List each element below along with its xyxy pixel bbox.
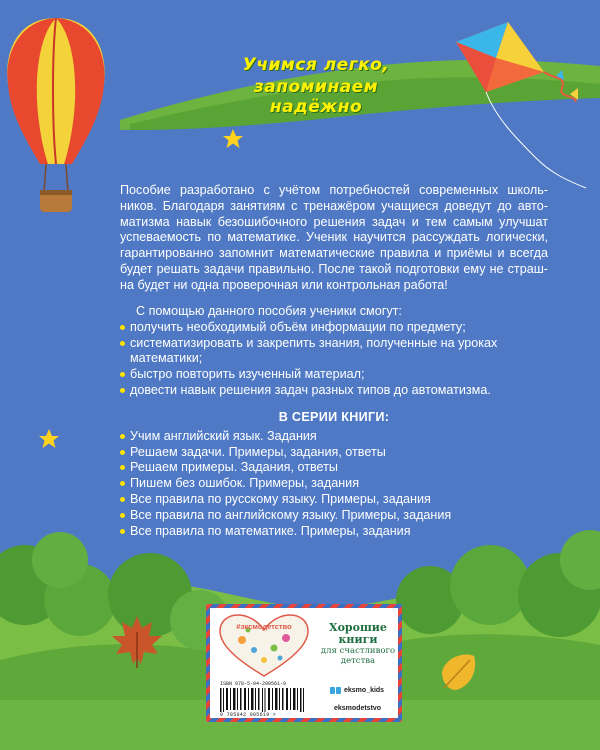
maple-leaf-icon bbox=[108, 612, 166, 670]
ability-item: получить необходимый объём информации по предмету; bbox=[120, 320, 548, 336]
barcode bbox=[220, 688, 306, 712]
abilities-lead: С помощью данного пособия ученики смогут: bbox=[136, 304, 402, 318]
social-icons bbox=[330, 687, 342, 695]
series-section bbox=[120, 410, 548, 539]
star-icon bbox=[222, 128, 244, 150]
series-item: Учим английский язык. Задания bbox=[120, 429, 548, 445]
intro-line: успеваемость по математике. Ученик научится рассуждать логически, bbox=[120, 230, 548, 245]
intro-line: Пособие разработано с учётом потребностей современных школь- bbox=[120, 183, 548, 197]
kite-icon bbox=[436, 18, 600, 193]
headline-line-1: Учимся легко, bbox=[242, 55, 390, 75]
ability-item: быстро повторить изученный материал; bbox=[120, 367, 548, 383]
sticker-tagline: Хорошие книги для счастливого детства bbox=[320, 621, 396, 666]
intro-line: будет решать задачи правильно. После такой подготовки ему не страш- bbox=[120, 261, 548, 276]
social-handle-detstvo: eksmodetstvo bbox=[334, 705, 382, 712]
isbn-text: ISBN 978-5-04-200561-9 bbox=[220, 681, 287, 687]
abilities-section bbox=[120, 304, 548, 399]
ability-item: систематизировать и закрепить знания, полученные на уроках математики; bbox=[120, 336, 548, 368]
vk-icon bbox=[330, 687, 335, 694]
series-item: Решаем примеры. Задания, ответы bbox=[120, 460, 548, 476]
series-item: Все правила по математике. Примеры, задания bbox=[120, 524, 548, 540]
intro-line: матизма навык безошибочного решения задач и тем самым улучшат bbox=[120, 214, 548, 229]
abilities-list bbox=[120, 320, 548, 399]
hot-air-balloon-icon bbox=[0, 14, 112, 224]
series-title: В СЕРИИ КНИГИ: bbox=[278, 410, 390, 424]
intro-line: гарантированно запомнит математические правила и приёмы и всегда bbox=[120, 246, 548, 261]
series-item: Пишем без ошибок. Примеры, задания bbox=[120, 476, 548, 492]
ability-item: довести навык решения задач разных типов до автоматизма. bbox=[120, 383, 548, 399]
star-icon bbox=[38, 428, 60, 450]
social-handle-kids: eksmo_kids bbox=[344, 687, 385, 694]
intro-line: на будет ни одна проверочная или контрольная работа! bbox=[120, 277, 448, 292]
series-item: Решаем задачи. Примеры, задания, ответы bbox=[120, 445, 548, 461]
headline-line-2: запоминаем надёжно bbox=[253, 77, 379, 117]
barcode-number: 9 785042 005619 > bbox=[220, 712, 277, 718]
intro-line: ников. Благодаря занятиям с тренажёром учащиеся доведут до авто- bbox=[120, 198, 548, 213]
series-list bbox=[120, 429, 548, 540]
leaf-icon bbox=[436, 650, 480, 694]
logo-text: #эксмодетство bbox=[236, 622, 292, 631]
publisher-sticker bbox=[206, 604, 402, 722]
intro-paragraph bbox=[120, 183, 548, 294]
telegram-icon bbox=[336, 687, 341, 694]
series-item: Все правила по английскому языку. Примеры, задания bbox=[120, 508, 548, 524]
series-item: Все правила по русскому языку. Примеры, задания bbox=[120, 492, 548, 508]
